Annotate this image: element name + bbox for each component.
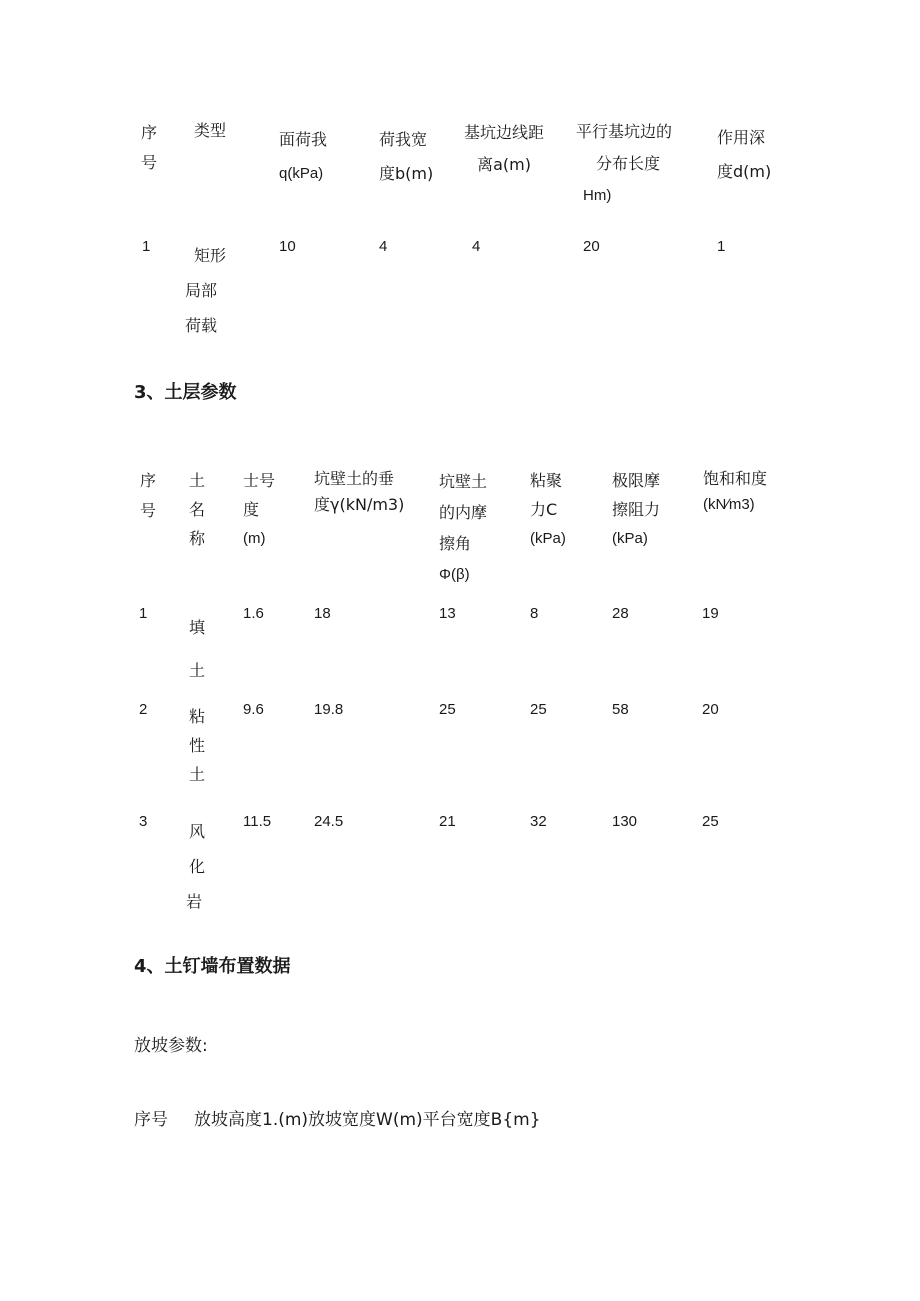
soil-row-2-thickness: 9.6 (243, 701, 264, 718)
soil-header-index: 序 号 (140, 471, 157, 520)
soil-row-3-thickness: 11.5 (243, 813, 272, 830)
soil-row-2-saturated: 20 (702, 701, 719, 718)
load-header-length: 平行基坑边的 分布长度 Hm) (576, 122, 673, 204)
load-header-b: 荷我宽 度b(m) (379, 130, 434, 183)
soil-header-friction-resistance: 极限摩 擦阻力 (kPa) (612, 471, 661, 547)
slope-table-header-columns: 放坡高度1.(m)放坡宽度W(m)平台宽度B{m} (194, 1110, 541, 1130)
soil-row-2-name: 粘 性 土 (189, 707, 206, 784)
soil-row-1-unit-weight: 18 (314, 605, 331, 622)
soil-header-saturated: 饱和和度 (kN∕m3) (703, 469, 768, 513)
soil-row-1-index: 1 (139, 605, 148, 622)
soil-header-thickness: 士号 度 (m) (243, 471, 276, 547)
soil-header-friction-angle: 坑壁土 的内摩 擦角 Φ(β) (439, 472, 488, 583)
soil-header-unit-weight: 坑壁土的垂 度γ(kN∕m3) (314, 469, 405, 514)
load-row-index: 1 (142, 238, 151, 255)
soil-row-1-saturated: 19 (702, 605, 719, 622)
soil-header-name: 土 名 称 (189, 471, 206, 548)
load-header-type: 类型 (194, 121, 227, 140)
soil-row-1-name: 填 土 (189, 618, 206, 680)
soil-row-3-unit-weight: 24.5 (314, 813, 344, 830)
soil-row-1-friction-resistance: 28 (612, 605, 629, 622)
load-header-depth: 作用深 度d(m) (717, 128, 772, 181)
load-row-a: 4 (472, 238, 481, 255)
soil-row-3-saturated: 25 (702, 813, 719, 830)
section-4-title: 4、土钉墙布置数据 (134, 956, 291, 977)
soil-row-2-friction-angle: 25 (439, 701, 456, 718)
section-3-title: 3、土层参数 (134, 382, 237, 403)
load-row-length: 20 (583, 238, 600, 255)
soil-header-cohesion: 粘聚 力C (kPa) (530, 471, 566, 547)
load-row-b: 4 (379, 238, 388, 255)
soil-row-3-friction-angle: 21 (439, 813, 456, 830)
soil-row-1-cohesion: 8 (530, 605, 539, 622)
soil-row-3-index: 3 (139, 813, 148, 830)
soil-row-3-name: 风 化 岩 (186, 822, 206, 911)
load-row-depth: 1 (717, 238, 726, 255)
soil-row-2-cohesion: 25 (530, 701, 547, 718)
soil-row-3-friction-resistance: 130 (612, 813, 638, 830)
slope-params-title: 放坡参数: (134, 1036, 208, 1056)
load-header-index: 序 号 (141, 123, 158, 172)
soil-row-2-unit-weight: 19.8 (314, 701, 344, 718)
load-header-q: 面荷我 q(kPa) (279, 130, 328, 182)
soil-row-2-friction-resistance: 58 (612, 701, 629, 718)
load-header-a: 基坑边线距 离a(m) (464, 123, 545, 174)
soil-row-3-cohesion: 32 (530, 813, 547, 830)
soil-row-1-thickness: 1.6 (243, 605, 264, 622)
soil-row-1-friction-angle: 13 (439, 605, 456, 622)
soil-row-2-index: 2 (139, 701, 148, 718)
slope-table-header-index: 序号 (134, 1110, 168, 1130)
load-row-q: 10 (279, 238, 296, 255)
load-row-type: 矩形 局部 荷载 (185, 246, 227, 335)
